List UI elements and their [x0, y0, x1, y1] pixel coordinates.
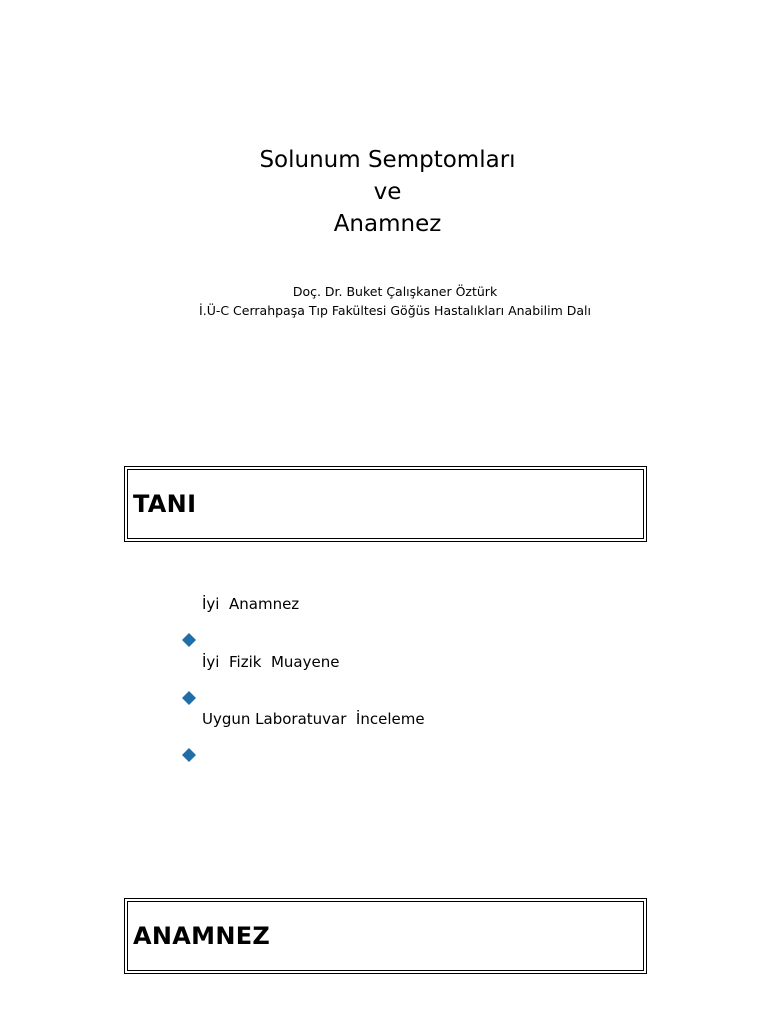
anamnez-heading: ANAMNEZ: [133, 922, 271, 950]
list-item-label: Uygun Laboratuvar İnceleme: [202, 710, 425, 728]
anamnez-header-inner: [127, 901, 644, 971]
tani-heading: TANI: [133, 490, 197, 518]
list-item-label: İyi Fizik Muayene: [202, 652, 340, 671]
tani-header-inner: [127, 469, 644, 539]
title-line-2: ve: [373, 179, 402, 205]
author-block: [0, 282, 768, 320]
title-line-3: Anamnez: [333, 211, 442, 237]
slide-title: [0, 144, 768, 240]
list-item: [182, 648, 425, 676]
diamond-bullet-icon: [182, 655, 196, 669]
diamond-bullet-icon: [182, 712, 196, 726]
diamond-bullet-icon: [182, 597, 196, 611]
title-line-1: Solunum Semptomları: [259, 147, 516, 173]
author-affiliation: İ.Ü-C Cerrahpaşa Tıp Fakültesi Göğüs Hastalıkları Anabilim Dalı: [199, 303, 591, 318]
list-item: [182, 705, 425, 733]
list-item: [182, 590, 425, 618]
tani-header-box: [124, 466, 647, 542]
anamnez-header-box: [124, 898, 647, 974]
tani-bullet-list: [182, 590, 425, 763]
author-name: Doç. Dr. Buket Çalışkaner Öztürk: [292, 284, 498, 299]
list-item-label: İyi Anamnez: [202, 595, 300, 613]
